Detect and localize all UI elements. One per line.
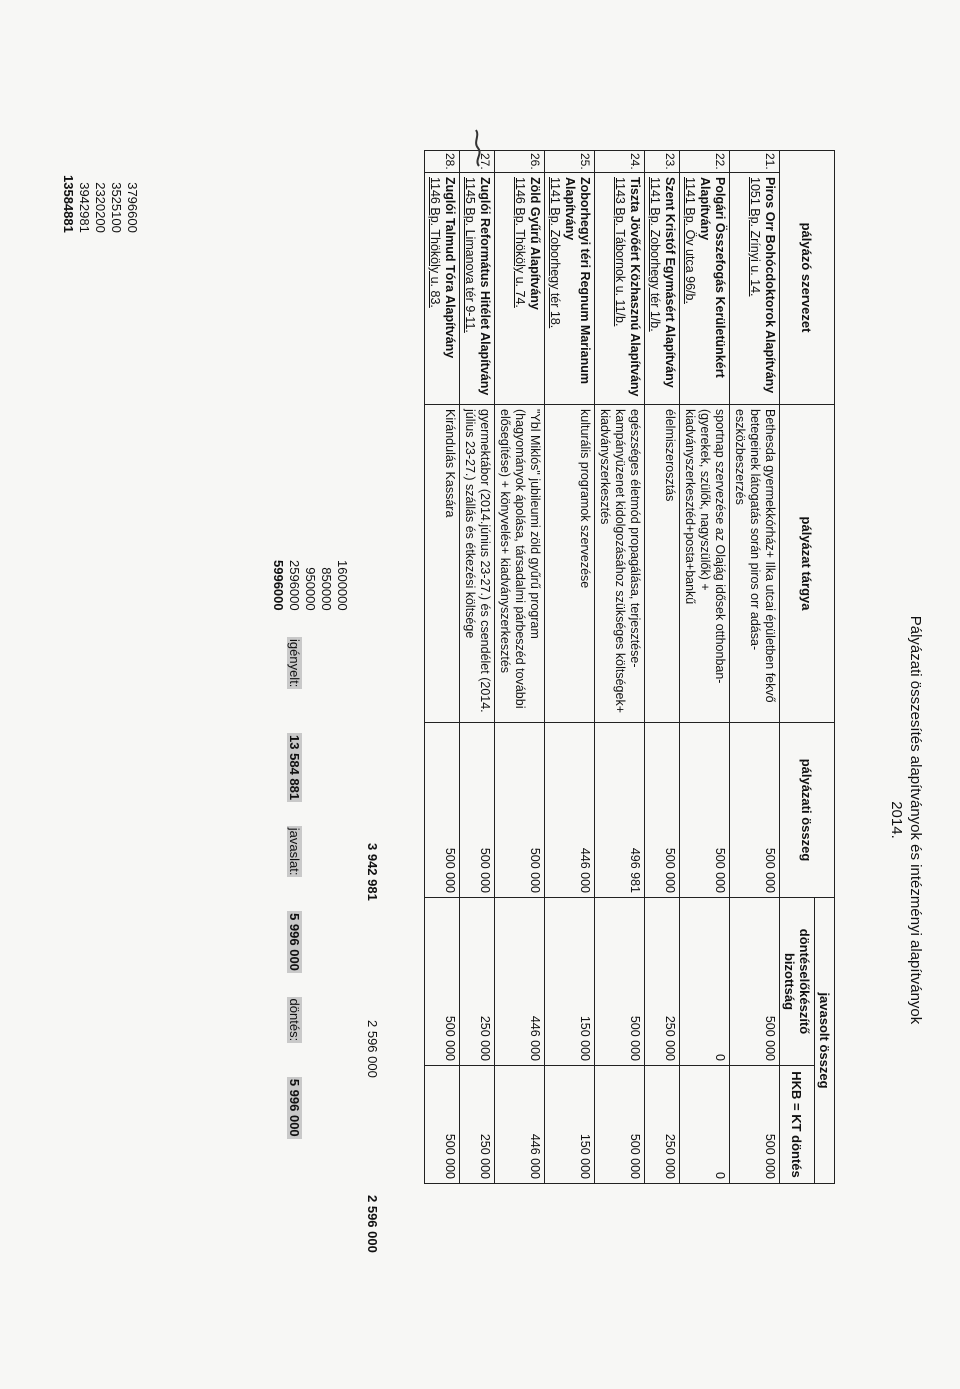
- row-number: 23.: [645, 151, 680, 173]
- proposal-value: 5 996 000: [287, 913, 302, 971]
- row-committee: 0: [680, 898, 730, 1066]
- row-committee: 150 000: [545, 898, 595, 1066]
- title-line-2: 2014.: [888, 801, 905, 839]
- grant-summary-table: [424, 150, 835, 1184]
- header-proposed: javasolt összeg: [815, 898, 835, 1184]
- row-number: 25.: [545, 151, 595, 173]
- organization-name: Tiszta Jövőért Közhasznú Alapítvány: [628, 177, 642, 397]
- organization-address: 1146 Bp. Thököly u. 74.: [513, 177, 527, 308]
- document-title: [887, 570, 925, 1070]
- row-organization: [595, 173, 645, 405]
- organization-name: Zuglói Református Hitélet Alapítvány: [478, 177, 492, 396]
- row-organization: [460, 173, 495, 405]
- requested-value: 13 584 881: [287, 735, 302, 801]
- mid-value: 1600000: [335, 560, 350, 611]
- organization-address: 1146 Bp. Thököly u. 83.: [428, 177, 442, 308]
- organization-address: 1143 Bp. Tábornok u. 11/b.: [613, 177, 627, 327]
- organization-address: 1145 Bp. Limanova tér 9-11.: [463, 177, 477, 333]
- table-row: [460, 151, 495, 1184]
- organization-name: Piros Orr Bohócdoktorok Alapítvány: [763, 177, 777, 394]
- organization-address: 1141 Bp. Zoborhegy tér 1/b.: [648, 177, 662, 332]
- row-amount: 500 000: [425, 723, 460, 898]
- row-number: 28.: [425, 151, 460, 173]
- table-row: [425, 151, 460, 1184]
- final-decision-value: 5 996 000: [287, 1078, 302, 1137]
- row-committee: 500 000: [595, 898, 645, 1066]
- row-number: 27.: [460, 151, 495, 173]
- requested-label: igényelt:: [287, 639, 302, 688]
- table-header-row: [815, 151, 835, 1184]
- row-organization: [645, 173, 680, 405]
- row-subject: Bethesda gyermekkórház+ Ilka utcai épületben fekvő betegeinek látogatás során piros orr adása- eszközbeszerzés: [730, 405, 780, 723]
- row-organization: [680, 173, 730, 405]
- row-decision: 0: [680, 1066, 730, 1184]
- row-subject: egészséges életmód propagálása, terjesztése- kampányüzenet kidolgozásához szükséges költségek+ kiadványszerkesztés: [595, 405, 645, 723]
- row-decision: 500 000: [730, 1066, 780, 1184]
- header-subject: pályázat tárgya: [780, 405, 835, 723]
- row-subject: gyermektábor (2014.június 23-27.) és csendélet (2014. július 23-27.) szállás és étkezési költsége: [460, 405, 495, 723]
- mid-value: 950000: [303, 567, 318, 611]
- row-decision: 250 000: [645, 1066, 680, 1184]
- row-decision: 446 000: [495, 1066, 545, 1184]
- row-organization: [425, 173, 460, 405]
- row-decision: 250 000: [460, 1066, 495, 1184]
- mid-value: 850000: [319, 567, 334, 611]
- row-amount: 500 000: [460, 723, 495, 898]
- row-subject: sportnap szervezése az Olajág idősek otthonban-(gyerekek, szülők, nagyszülők) + kiadványszerkesztéd+posta+bankű: [680, 405, 730, 723]
- row-amount: 500 000: [730, 723, 780, 898]
- title-line-1: Pályázati összesítés alapítványok és intézményi alapítványok: [907, 615, 924, 1025]
- organization-name: Szent Kristóf Egymásért Alapítvány: [663, 177, 677, 388]
- row-subject: "Ybl Miklós" jubileumi zöld gyűrű program (hagyományok ápolása, társadalmi párbeszéd további elősegítése) + könyvelés+ kiadványszerkesztés: [495, 405, 545, 723]
- row-amount: 446 000: [545, 723, 595, 898]
- row-committee: 500 000: [425, 898, 460, 1066]
- row-committee: 446 000: [495, 898, 545, 1066]
- row-decision: 500 000: [595, 1066, 645, 1184]
- row-number: 26.: [495, 151, 545, 173]
- organization-address: 1051 Bp. Zrínyi u. 14.: [748, 177, 762, 297]
- committee-sum: 2 596 000: [365, 1020, 380, 1078]
- row-committee: 500 000: [730, 898, 780, 1066]
- row-subject: élelmiszerosztás: [645, 405, 680, 723]
- table-row: [680, 151, 730, 1184]
- row-organization: [545, 173, 595, 405]
- mid-value: 2596000: [287, 560, 302, 611]
- organization-address: 1141 Bp. Öv utca 96/b.: [683, 177, 697, 304]
- table-row: [730, 151, 780, 1184]
- organization-name: Zoborhegyi téri Regnum Marianum Alapítvány: [563, 177, 592, 384]
- row-amount: 500 000: [645, 723, 680, 898]
- row-number: 21.: [730, 151, 780, 173]
- mid-values-column: [270, 560, 350, 611]
- left-sum-value: 3525100: [109, 182, 124, 233]
- left-sum-value: 3942981: [77, 182, 92, 233]
- row-decision: 500 000: [425, 1066, 460, 1184]
- requested-summary: [287, 637, 302, 1139]
- row-organization: [495, 173, 545, 405]
- header-decision: HKB = KT döntés: [780, 1066, 815, 1184]
- decision-sum: 2 596 000: [365, 1195, 380, 1253]
- row-number: 22.: [680, 151, 730, 173]
- table-row: [595, 151, 645, 1184]
- header-amount: pályázati összeg: [780, 723, 835, 898]
- header-committee: döntéselőkészítő bizottság: [780, 898, 815, 1066]
- row-amount: 500 000: [680, 723, 730, 898]
- final-decision-label: döntés:: [287, 998, 302, 1042]
- organization-name: Zöld Gyűrű Alapítvány: [528, 177, 542, 310]
- organization-name: Zuglói Talmud Tóra Alapítvány: [443, 177, 457, 359]
- table-row: [545, 151, 595, 1184]
- handwritten-scribble: [472, 128, 482, 168]
- row-organization: [730, 173, 780, 405]
- proposal-label: javaslat:: [287, 827, 302, 876]
- left-sum-value: 2320200: [93, 182, 108, 233]
- row-decision: 150 000: [545, 1066, 595, 1184]
- mid-value: 5996000: [271, 560, 286, 611]
- row-subject: Kirándulás Kassára: [425, 405, 460, 723]
- left-sums-column: [60, 175, 140, 233]
- amount-sum: 3 942 981: [365, 843, 380, 901]
- row-committee: 250 000: [460, 898, 495, 1066]
- header-organization: pályázó szervezet: [780, 151, 835, 405]
- organization-address: 1141 Bp. Zoborhegy tér 18.: [548, 177, 562, 329]
- row-amount: 496 981: [595, 723, 645, 898]
- row-number: 24.: [595, 151, 645, 173]
- organization-name: Polgári Összefogás Kerületünkért Alapítvány: [698, 177, 727, 378]
- row-subject: kulturális programok szervezése: [545, 405, 595, 723]
- left-sum-value: 3796600: [125, 182, 140, 233]
- table-row: [495, 151, 545, 1184]
- row-amount: 500 000: [495, 723, 545, 898]
- table-row: [645, 151, 680, 1184]
- left-sum-value: 13584881: [61, 175, 76, 233]
- row-committee: 250 000: [645, 898, 680, 1066]
